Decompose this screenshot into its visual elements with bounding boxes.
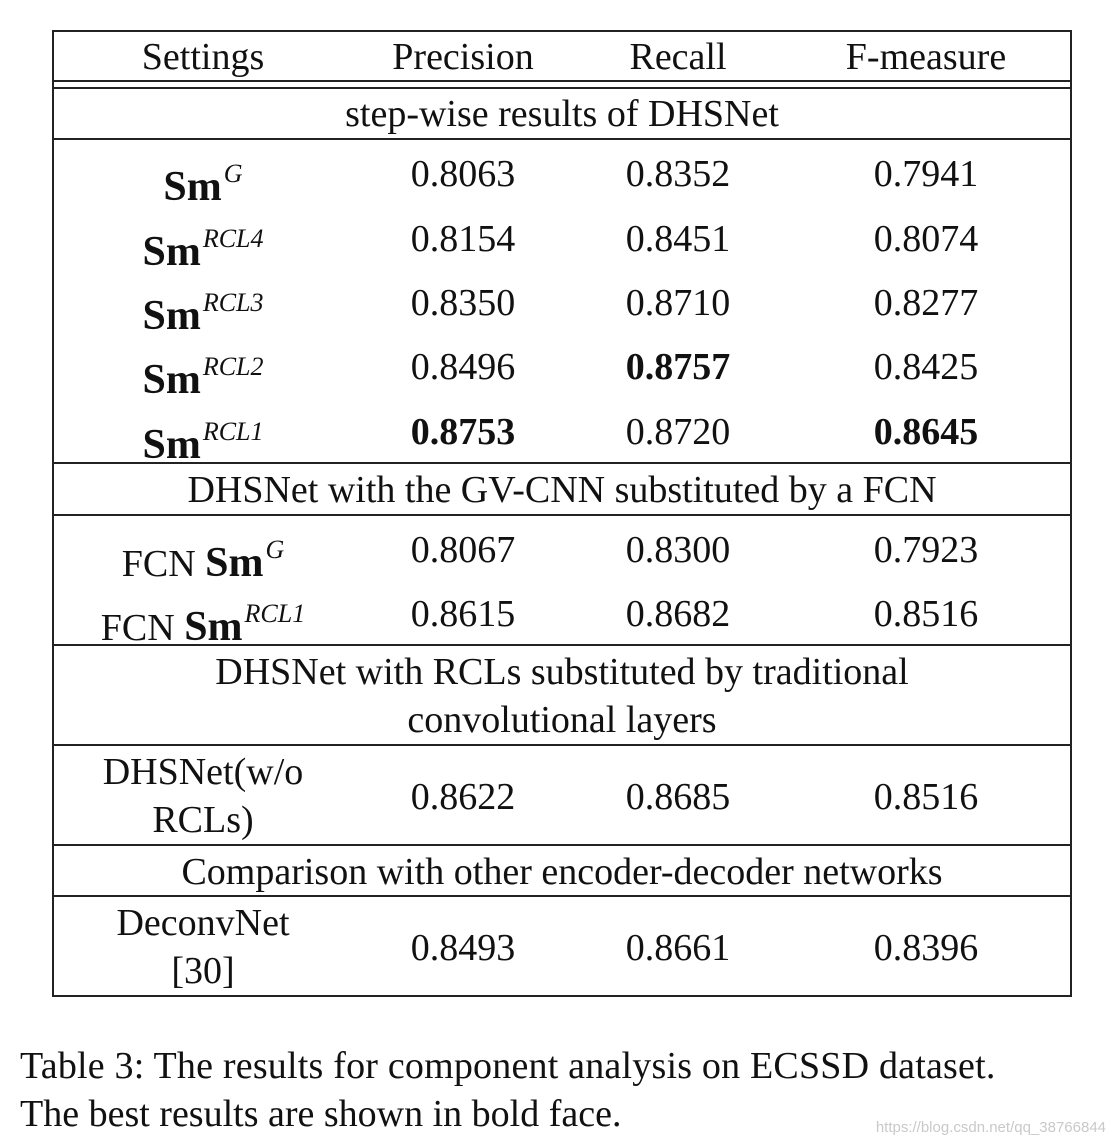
fmeasure-cell-best: 0.8645 <box>873 411 979 453</box>
section-rule <box>54 514 1070 516</box>
section-title: step-wise results of DHSNet <box>345 93 779 135</box>
setting-base: Sm <box>205 540 264 586</box>
setting-prefix: FCN <box>121 543 196 585</box>
setting-superscript: G <box>223 159 243 188</box>
precision-cell: 0.8496 <box>410 346 516 388</box>
fmeasure-cell: 0.7941 <box>873 153 979 195</box>
section-rule <box>54 744 1070 746</box>
header-double-rule <box>54 87 1070 89</box>
recall-cell: 0.8352 <box>625 153 731 195</box>
setting-base: Sm <box>163 164 222 210</box>
table-bottom-rule <box>54 995 1070 997</box>
results-table <box>52 30 1072 997</box>
precision-cell: 0.8063 <box>410 153 516 195</box>
fmeasure-cell: 0.8425 <box>873 346 979 388</box>
setting-base: Sm <box>142 357 201 403</box>
setting-base: Sm <box>142 229 201 275</box>
setting-base: Sm <box>184 604 243 650</box>
setting-superscript: RCL2 <box>202 352 264 381</box>
header-bottom-rule <box>54 80 1070 82</box>
setting-cell <box>54 217 352 275</box>
header-precision: Precision <box>392 36 534 78</box>
setting-line: [30] <box>171 950 235 992</box>
setting-cell <box>54 899 352 995</box>
precision-cell: 0.8493 <box>410 927 516 969</box>
section-title <box>54 648 1070 744</box>
setting-superscript: G <box>265 535 285 564</box>
section-rule <box>54 844 1070 846</box>
fmeasure-cell: 0.8516 <box>873 776 979 818</box>
precision-cell-best: 0.8753 <box>410 411 516 453</box>
setting-cell <box>54 592 352 650</box>
recall-cell: 0.8451 <box>625 218 731 260</box>
setting-cell <box>54 281 352 339</box>
section-title-line: convolutional layers <box>407 699 717 741</box>
watermark: https://blog.csdn.net/qq_38766844 <box>875 1119 1106 1136</box>
table-top-rule <box>54 30 1070 32</box>
setting-line: DeconvNet <box>116 902 290 944</box>
fmeasure-cell: 0.8396 <box>873 927 979 969</box>
setting-superscript: RCL1 <box>244 599 306 628</box>
precision-cell: 0.8350 <box>410 282 516 324</box>
section-title-line: DHSNet with RCLs substituted by traditional <box>215 651 909 693</box>
recall-cell-best: 0.8757 <box>625 346 731 388</box>
fmeasure-cell: 0.8516 <box>873 593 979 635</box>
recall-cell: 0.8300 <box>625 529 731 571</box>
caption-line: The best results are shown in bold face. <box>20 1093 622 1135</box>
setting-base: Sm <box>142 422 201 468</box>
setting-cell <box>54 748 352 844</box>
section-title: Comparison with other encoder-decoder networks <box>181 851 943 893</box>
fmeasure-cell: 0.7923 <box>873 529 979 571</box>
precision-cell: 0.8154 <box>410 218 516 260</box>
recall-cell: 0.8661 <box>625 927 731 969</box>
setting-cell <box>54 410 352 468</box>
recall-cell: 0.8682 <box>625 593 731 635</box>
fmeasure-cell: 0.8074 <box>873 218 979 260</box>
header-fmeasure: F-measure <box>845 36 1007 78</box>
precision-cell: 0.8067 <box>410 529 516 571</box>
caption-line: Table 3: The results for component analysis on ECSSD dataset. <box>20 1045 996 1087</box>
setting-cell <box>54 345 352 403</box>
precision-cell: 0.8622 <box>410 776 516 818</box>
section-title: DHSNet with the GV-CNN substituted by a FCN <box>187 469 937 511</box>
setting-superscript: RCL3 <box>202 288 264 317</box>
precision-cell: 0.8615 <box>410 593 516 635</box>
setting-cell <box>54 152 352 210</box>
setting-line: DHSNet(w/o <box>102 751 304 793</box>
fmeasure-cell: 0.8277 <box>873 282 979 324</box>
recall-cell: 0.8720 <box>625 411 731 453</box>
recall-cell: 0.8685 <box>625 776 731 818</box>
recall-cell: 0.8710 <box>625 282 731 324</box>
setting-line: RCLs) <box>152 799 254 841</box>
setting-cell <box>54 528 352 586</box>
setting-superscript: RCL1 <box>202 417 264 446</box>
header-settings: Settings <box>141 36 265 78</box>
section-rule <box>54 138 1070 140</box>
setting-base: Sm <box>142 293 201 339</box>
setting-prefix: FCN <box>100 607 175 649</box>
setting-superscript: RCL4 <box>202 224 264 253</box>
header-recall: Recall <box>629 36 727 78</box>
